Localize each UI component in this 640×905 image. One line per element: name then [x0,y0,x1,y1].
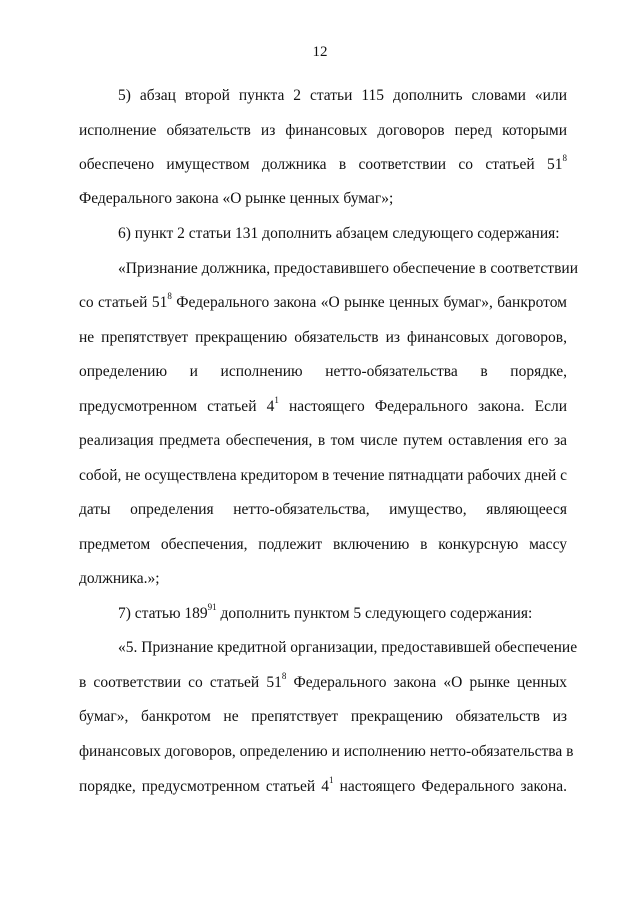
superscript: 1 [274,394,279,405]
text-line-1: 5) абзац второй пункта 2 статьи 115 дополнить словами «или [118,87,567,104]
text-line-5: 6) пункт 2 статьи 131 дополнить абзацем следующего содержания: [118,225,560,242]
superscript: 8 [562,152,567,163]
text-line-6: «Признание должника, предоставившего обеспечение в соответствии [118,260,578,277]
superscript: 1 [329,774,334,785]
text-line-9: определению и исполнению нетто-обязательства в порядке, [79,363,567,380]
text-line-4: Федерального закона «О рынке ценных бумаг»; [79,190,394,207]
superscript: 8 [281,670,287,681]
page-number: 12 [312,44,328,60]
text-line-13: даты определения нетто-обязательства, имущество, являющееся [79,501,567,518]
text-line-14: предметом обеспечения, подлежит включению в конкурсную массу [79,536,567,553]
text-line-3: обеспечено имуществом должника в соответствии со статьей $51^8$ [79,152,567,173]
superscript: 91 [207,601,217,612]
text-line-18: в соответствии со статьей $51^8$ Федерального закона «О рынке ценных [79,670,567,691]
text-line-16: 7) статью $189^{91}$ дополнить пунктом 5 следующего содержания: [118,601,533,622]
text-line-10: предусмотренном статьей $4^1$ настоящего Федерального закона. Если [79,394,567,415]
text-line-21: порядке, предусмотренном статьей $4^1$ настоящего Федерального закона. [79,774,567,795]
superscript: 8 [167,290,172,301]
text-line-2: исполнение обязательств из финансовых договоров перед которыми [79,122,567,139]
text-line-11: реализация предмета обеспечения, в том числе путем оставления его за [79,432,567,449]
text-line-15: должника.»; [79,570,160,587]
text-line-17: «5. Признание кредитной организации, предоставившей обеспечение [118,639,578,656]
text-line-12: собой, не осуществлена кредитором в течение пятнадцати рабочих дней с [79,467,568,484]
text-line-20: финансовых договоров, определению и исполнению нетто-обязательства в [79,743,574,760]
text-line-19: бумаг», банкротом не препятствует прекращению обязательств из [79,708,567,725]
text-line-8: не препятствует прекращению обязательств из финансовых договоров, [79,329,567,346]
text-line-7: со статьей $51^8$ Федерального закона «О рынке ценных бумаг», банкротом [79,290,567,311]
